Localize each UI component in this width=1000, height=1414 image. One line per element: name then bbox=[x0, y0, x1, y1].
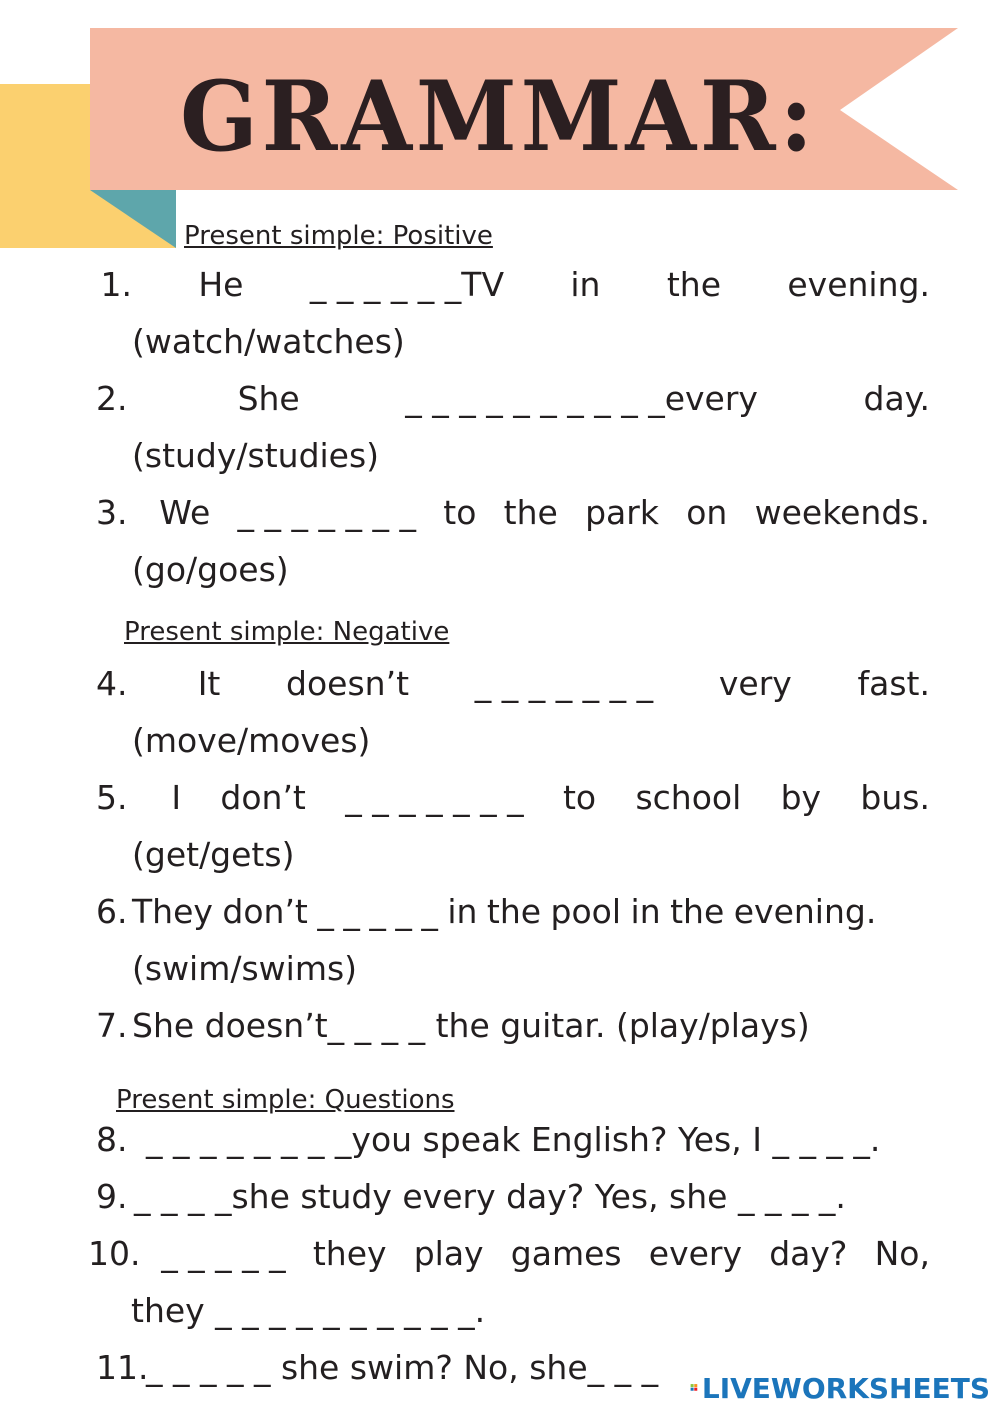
item-word: to bbox=[562, 778, 597, 817]
exercise-item-7 bbox=[96, 997, 930, 1054]
section-heading-positive: Present simple: Positive bbox=[184, 221, 493, 251]
item-options[interactable]: they _ _ _ _ _ _ _ _ _ _. bbox=[131, 1291, 486, 1330]
item-word: the bbox=[503, 493, 558, 532]
item-word: No, bbox=[874, 1234, 930, 1273]
exercise-item-1 bbox=[96, 256, 930, 370]
item-sentence[interactable]: They don’t _ _ _ _ _ in the pool in the evening. bbox=[132, 892, 877, 931]
blank-field[interactable]: _ _ _ _ _ _ _ bbox=[345, 778, 524, 817]
blank-field[interactable]: _ _ _ _ _ bbox=[161, 1234, 286, 1273]
item-sentence[interactable]: _ _ _ _she study every day? Yes, she _ _ _ _. bbox=[134, 1177, 846, 1216]
item-word: doesn’t bbox=[286, 664, 410, 703]
item-options: (get/gets) bbox=[132, 835, 295, 874]
item-number: 10. bbox=[88, 1234, 141, 1273]
item-number: 3. bbox=[96, 493, 128, 532]
exercise-item-4 bbox=[96, 655, 930, 769]
item-sentence[interactable]: _ _ _ _ _ she swim? No, she_ _ _ bbox=[146, 1348, 659, 1387]
item-sentence[interactable]: _ _ _ _ _ _ _ _you speak English? Yes, I _ _ _ _. bbox=[146, 1120, 881, 1159]
item-word: fast. bbox=[857, 664, 930, 703]
exercise-item-5 bbox=[96, 769, 930, 883]
item-word: bus. bbox=[860, 778, 930, 817]
item-word: school bbox=[635, 778, 742, 817]
item-word: We bbox=[159, 493, 211, 532]
item-number: 5. bbox=[96, 778, 128, 817]
item-word: they bbox=[312, 1234, 387, 1273]
item-word: day. bbox=[863, 379, 930, 418]
exercise-item-8 bbox=[96, 1111, 930, 1168]
blank-field[interactable]: _ _ _ _ _ _ _ _ _ _every bbox=[405, 379, 758, 418]
item-number: 9. bbox=[96, 1177, 128, 1216]
item-word: in bbox=[570, 265, 601, 304]
item-sentence[interactable]: She doesn’t_ _ _ _ the guitar. (play/plays) bbox=[132, 1006, 810, 1045]
item-number: 6. bbox=[96, 892, 128, 931]
exercise-item-9 bbox=[96, 1168, 930, 1225]
item-word: the bbox=[666, 265, 722, 304]
page-title: GRAMMAR: bbox=[180, 60, 817, 173]
exercise-item-2 bbox=[96, 370, 930, 484]
item-options: (study/studies) bbox=[132, 436, 380, 475]
item-word: weekends. bbox=[754, 493, 930, 532]
item-options: (move/moves) bbox=[132, 721, 371, 760]
blank-field[interactable]: _ _ _ _ _ _ _ bbox=[474, 664, 654, 703]
item-word: games bbox=[510, 1234, 622, 1273]
section-heading-negative: Present simple: Negative bbox=[124, 617, 450, 647]
item-options: (go/goes) bbox=[132, 550, 289, 589]
logo-text: LIVEWORKSHEETS bbox=[701, 1371, 990, 1405]
item-word: very bbox=[718, 664, 792, 703]
blank-field[interactable]: _ _ _ _ _ _TV bbox=[309, 265, 505, 304]
item-number: 2. bbox=[96, 379, 128, 418]
item-number: 8. bbox=[96, 1120, 128, 1159]
liveworksheets-logo-icon bbox=[690, 1373, 698, 1403]
item-number: 7. bbox=[96, 1006, 128, 1045]
item-word: play bbox=[413, 1234, 484, 1273]
blank-field[interactable]: _ _ _ _ _ _ _ bbox=[237, 493, 416, 532]
item-word: by bbox=[780, 778, 822, 817]
item-word: It bbox=[197, 664, 221, 703]
item-number: 4. bbox=[96, 664, 128, 703]
exercise-item-6 bbox=[96, 883, 930, 997]
exercise-item-11 bbox=[96, 1339, 696, 1396]
item-word: day? bbox=[769, 1234, 848, 1273]
exercise-item-10 bbox=[88, 1225, 930, 1339]
item-word: don’t bbox=[220, 778, 306, 817]
liveworksheets-logo[interactable] bbox=[690, 1366, 990, 1410]
item-number: 11. bbox=[96, 1348, 149, 1387]
item-options: (swim/swims) bbox=[132, 949, 358, 988]
item-word: every bbox=[648, 1234, 743, 1273]
item-word: to bbox=[443, 493, 477, 532]
item-number: 1. bbox=[100, 265, 132, 304]
item-word: park bbox=[585, 493, 659, 532]
section-heading-questions: Present simple: Questions bbox=[116, 1085, 455, 1115]
exercise-item-3 bbox=[96, 484, 930, 598]
item-word: evening. bbox=[787, 265, 930, 304]
item-word: He bbox=[198, 265, 244, 304]
item-word: on bbox=[686, 493, 728, 532]
item-options: (watch/watches) bbox=[132, 322, 405, 361]
item-word: I bbox=[171, 778, 182, 817]
item-word: She bbox=[237, 379, 300, 418]
